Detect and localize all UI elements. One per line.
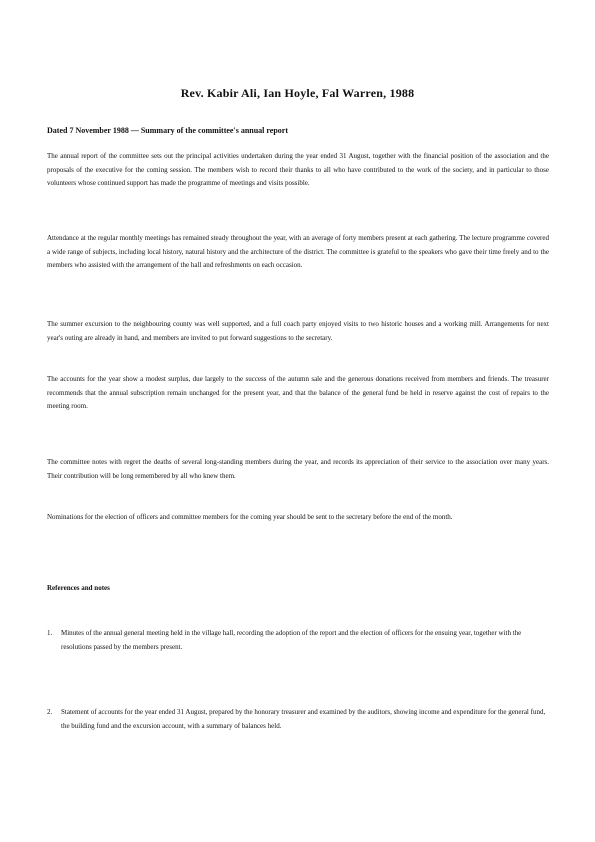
reference-item [47,706,549,733]
reference-number: 1. [47,629,53,637]
reference-number: 2. [47,708,53,716]
references-heading: References and notes [47,584,110,592]
paragraph-1: The annual report of the committee sets out the principal activities undertaken during the year ended 31 August, together with the financial position of the association and the proposals of the executive for the coming session. The members wish to record their thanks to all who have contributed to the work of the society, and in particular to those volunteers whose continued support has made the programme of meetings and visits possible. [47,152,549,188]
reference-text: Minutes of the annual general meeting held in the village hall, recording the adoption of the report and the election of officers for the ensuing year, together with the resolutions passed by the members present. [61,629,522,651]
paragraph-3: The summer excursion to the neighbouring county was well supported, and a full coach party enjoyed visits to two historic houses and a working mill. Arrangements for next year's outing are already in hand, and members are invited to put forward suggestions to the secretary. [47,320,549,342]
paragraph-6: Nominations for the election of officers and committee members for the coming year should be sent to the secretary before the end of the month. [47,513,453,521]
document-title: Rev. Kabir Ali, Ian Hoyle, Fal Warren, 1988 [180,86,415,100]
document-subheading: Dated 7 November 1988 — Summary of the committee's annual report [47,126,289,135]
reference-text: Statement of accounts for the year ended 31 August, prepared by the honorary treasurer and examined by the auditors, showing income and expenditure for the general fund, the building fund and the excursion account, with a summary of balances held. [61,708,546,730]
paragraph-5: The committee notes with regret the deaths of several long-standing members during the year, and records its appreciation of their service to the association over many years. Their contribution will be long remembered by all who knew them. [47,458,549,480]
paragraph-4: The accounts for the year show a modest surplus, due largely to the success of the autumn sale and the generous donations received from members and friends. The treasurer recommends that the annual subscription remain unchanged for the present year, and that the balance of the general fund be held in reserve against the cost of repairs to the meeting room. [47,375,549,411]
paragraph-2: Attendance at the regular monthly meetings has remained steady throughout the year, with an average of forty members present at each gathering. The lecture programme covered a wide range of subjects, including local history, natural history and the architecture of the district. The committee is grateful to the speakers who gave their time freely and to the members who assisted with the arrangement of the hall and refreshments on each occasion. [47,234,549,270]
reference-item [47,627,549,654]
